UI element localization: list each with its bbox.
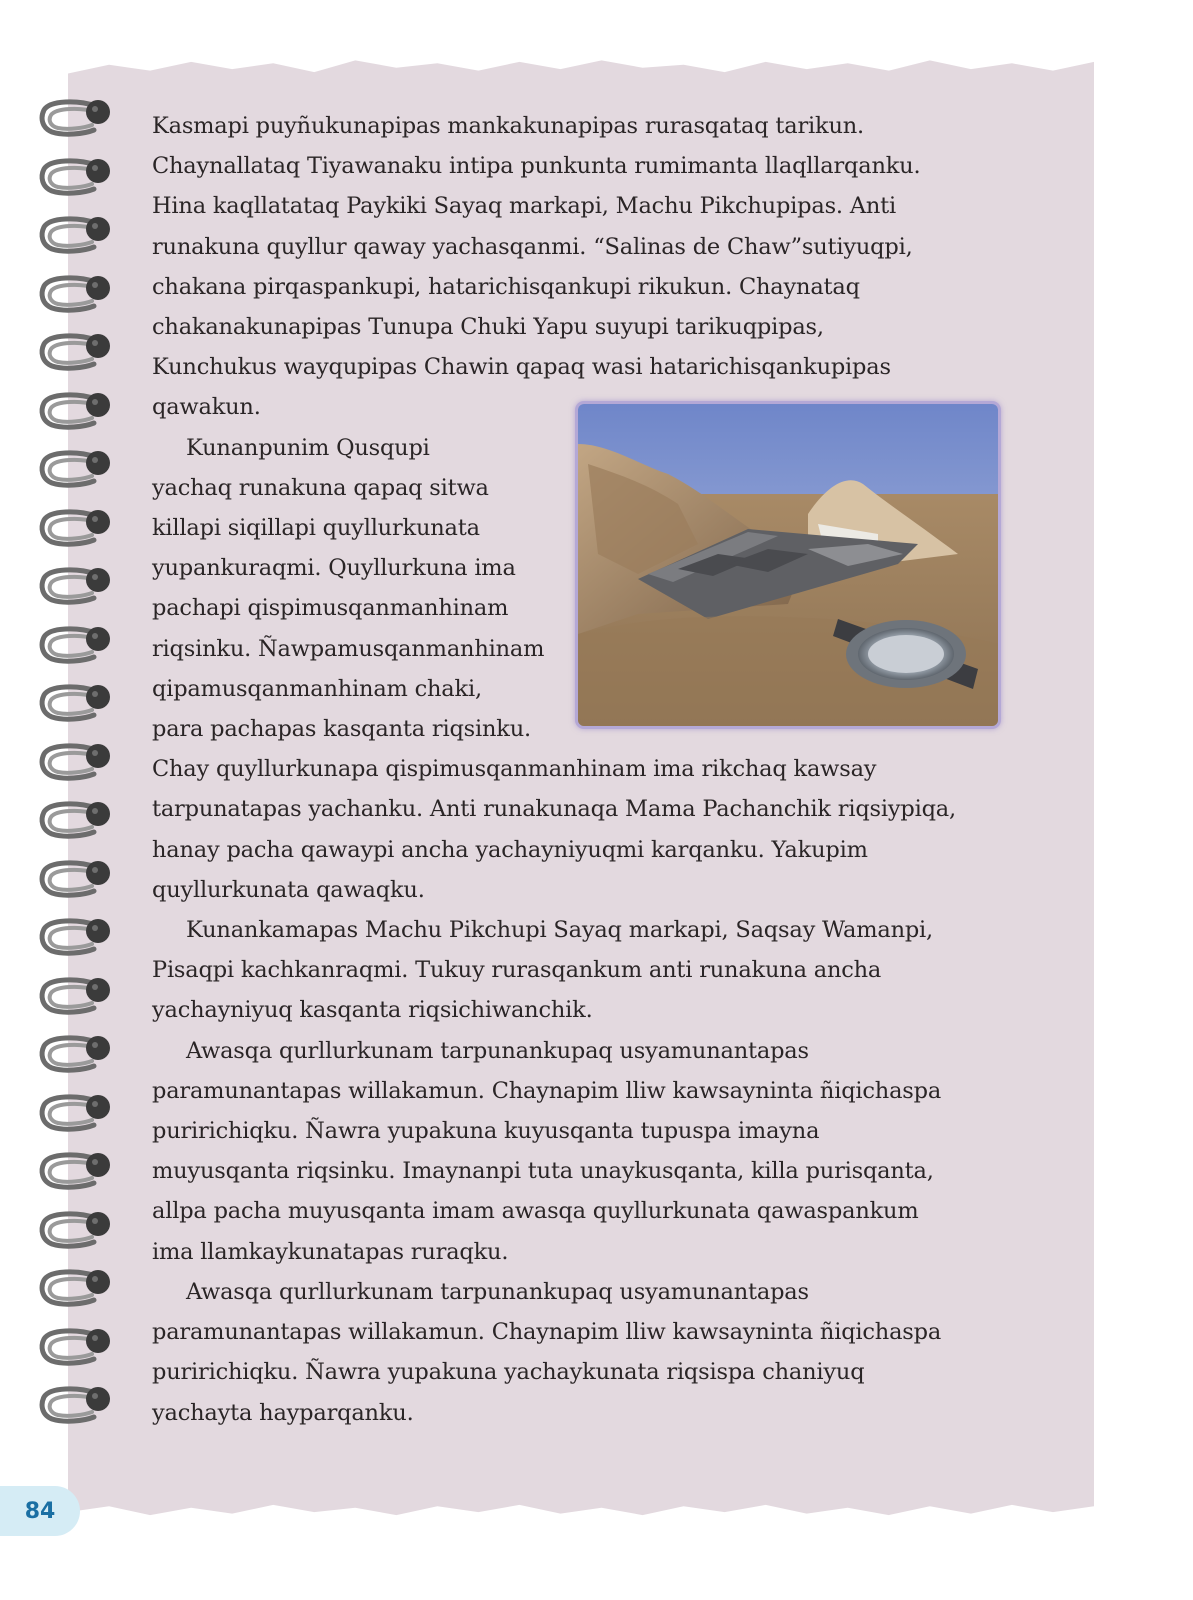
page-number: 84 [0,1486,80,1536]
paragraph-5: Awasqa qurllurkunam tarpunankupaq usyamunantapas paramunantapas willakamun. Chaynapim lliw kawsayninta ñiqichaspa puririchiqku. Ñawra yupakuna yachaykunata riqsispa chaniyuq yachayta hayparqanku. [152,1278,942,1426]
spiral-ring-icon [38,1385,112,1425]
spiral-ring-icon [38,98,112,138]
spiral-ring-icon [38,508,112,548]
archaeological-site-photo [578,404,998,726]
spiral-ring-icon [38,742,112,782]
spiral-ring-icon [38,683,112,723]
spiral-ring-icon [38,391,112,431]
spiral-ring-icon [38,1268,112,1308]
spiral-ring-icon [38,1034,112,1074]
paragraph-2: Kunanpunim Qusqupi yachaq runakuna qapaq sitwa killapi siqillapi quyllurkunata yupankuraqmi. Quyllurkuna ima pachapi qispimusqanmanhinam riqsinku. Ñawpamusqanmanhinam qipamusqanmanhinam chaki, para pachapas kasqanta riqsinku. [152,434,545,743]
paragraph-2-continued: Chay quyllurkunapa qispimusqanmanhinam ima rikchaq kawsay tarpunatapas yachanku. Anti runakunaqa Mama Pachanchik riqsiypiqa, hanay pacha qawaypi ancha yachayniyuqmi karqanku. Yakupim quyllurkunata qawaqku. [152,756,956,903]
spiral-ring-icon [38,1210,112,1250]
spiral-binding [38,98,118,1468]
site-photo-illustration [578,404,998,726]
spiral-ring-icon [38,800,112,840]
spiral-ring-icon [38,1093,112,1133]
spiral-ring-icon [38,625,112,665]
spiral-ring-icon [38,274,112,314]
paragraph-3: Kunankamapas Machu Pikchupi Sayaq markapi, Saqsay Wamanpi, Pisaqpi kachkanraqmi. Tukuy rurasqankum anti runakuna ancha yachayniyuq kasqanta riqsichiwanchik. [152,917,934,1024]
spiral-ring-icon [38,215,112,255]
spiral-ring-icon [38,859,112,899]
spiral-ring-icon [38,1151,112,1191]
paragraph-1: Kasmapi puyñukunapipas mankakunapipas rurasqataq tarikun. Chaynallataq Tiyawanaku intipa punkunta rumimanta llaqllarqanku. Hina kaqllatataq Paykiki Sayaq markapi, Machu Pikchupipas. Anti runakuna quyllur qaway yachasqanmi. “Salinas de Chaw”sutiyuqpi, chakana pirqaspankupi, hatarichisqankupi rikukun. Chaynataq chakanakunapipas Tunupa Chuki Yapu suyupi tarikuqpipas, Kunchukus wayqupipas Chawin qapaq wasi hatarichisqankupipas qawakun. [152,113,921,421]
spiral-ring-icon [38,449,112,489]
spiral-ring-icon [38,917,112,957]
spiral-ring-icon [38,976,112,1016]
spiral-ring-icon [38,332,112,372]
spiral-ring-icon [38,566,112,606]
spiral-ring-icon [38,157,112,197]
spiral-ring-icon [38,1327,112,1367]
article-body [152,106,992,1433]
paragraph-4: Awasqa qurllurkunam tarpunankupaq usyamunantapas paramunantapas willakamun. Chaynapim lliw kawsayninta ñiqichaspa puririchiqku. Ñawra yupakuna kuyusqanta tupuspa imayna muyusqanta riqsinku. Imaynanpi tuta unaykusqanta, killa purisqanta, allpa pacha muyusqanta imam awasqa quyllurkunata qawaspankum ima llamkaykunatapas ruraqku. [152,1037,942,1265]
